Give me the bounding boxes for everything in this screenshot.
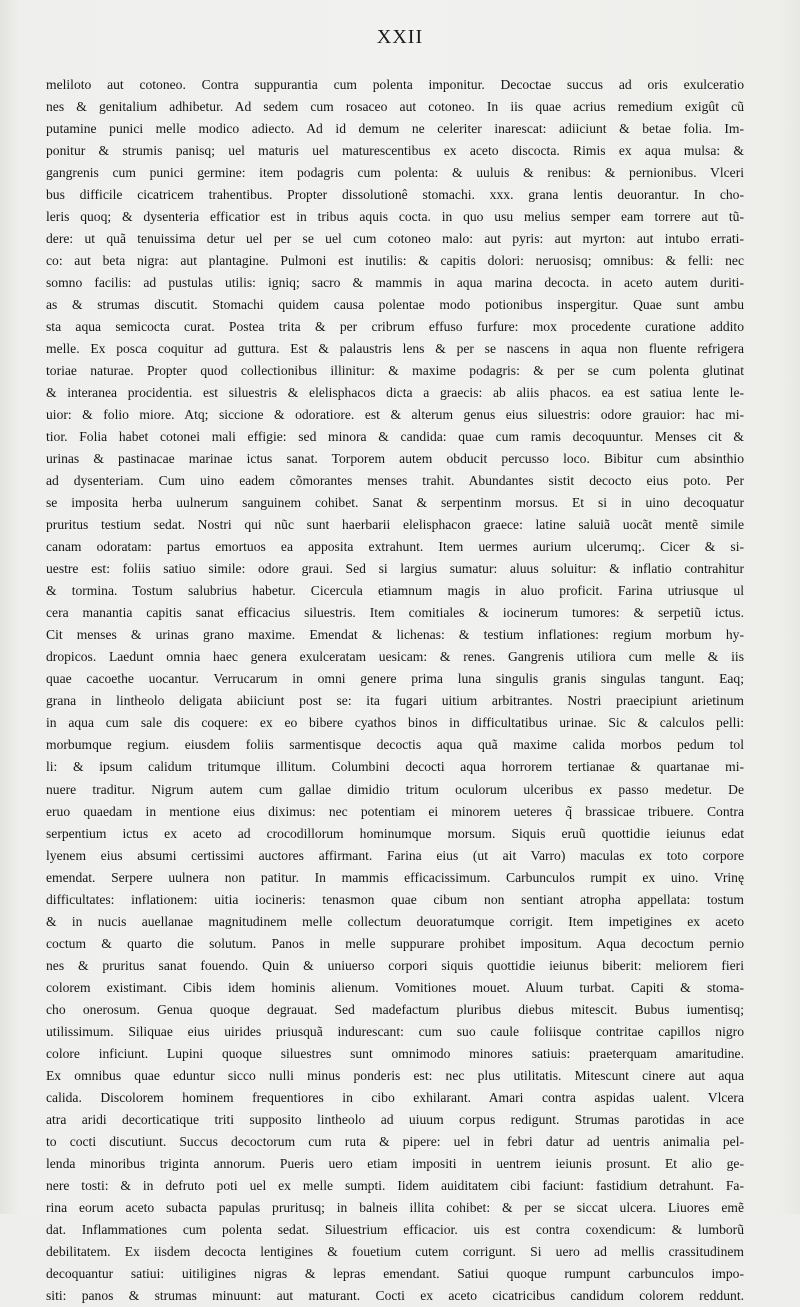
text-line: dere: ut quã tenuissima detur uel per se uel cum cotoneo malo: aut pyris: aut myrton: aut intubo errati- bbox=[46, 231, 744, 247]
text-line: quae cacoethe uocantur. Verrucarum in omni genere prima luna singulis granis singulas tangunt. Eaq; bbox=[46, 671, 744, 687]
text-line: colore inficiunt. Lupini quoque siluestres sunt omnimodo minores satiuis: praeterquam amaritudine. bbox=[46, 1045, 744, 1061]
text-line: meliloto aut cotoneo. Contra suppurantia cum polenta imponitur. Decoctae succus ad oris exulceratio bbox=[46, 77, 744, 92]
text-line: atra aridi decorticatique triti supposito lintheolo ad uiuum corpus redigunt. Strumas parotidas in ace bbox=[46, 1111, 744, 1127]
text-line: & in nucis auellanae magnitudinem melle collectum deuoratumque corrigit. Item impetigines ex aceto bbox=[46, 913, 744, 929]
text-line: coctum & quarto die solutum. Panos in melle suppurare prohibet impositum. Aqua decoctum pernio bbox=[46, 935, 744, 951]
text-line: Cit menses & urinas grano maxime. Emendat & lichenas: & testium inflationes: regium morbum hy- bbox=[46, 627, 744, 643]
text-line: in aqua cum sale dis coquere: ex eo bibere cyathos binos in difficultatibus urinae. Sic & calculos pelli: bbox=[46, 715, 744, 731]
body-text bbox=[46, 74, 744, 1307]
text-line: cho onerosum. Genua quoque degrauat. Sed madefactum pluribus diebus mitescit. Bubus iumentisq; bbox=[46, 1001, 744, 1017]
text-line: calida. Discolorem hominem frequentiores in cibo exhilarant. Amari contra aspidas ualent. Vlcera bbox=[46, 1089, 744, 1105]
text-line: tior. Folia habet cotonei mali effigie: sed minora & candida: quae cum ramis decoquuntur. Menses cit & bbox=[46, 429, 744, 445]
text-line: siti: panos & strumas minuunt: aut maturant. Cocti ex aceto cicatricibus candidum colorem reddunt. bbox=[46, 1287, 744, 1303]
text-line: sta aqua semicocta curat. Postea trita & per cribrum effuso furfure: mox procedente curatione addito bbox=[46, 319, 744, 335]
text-line: as & strumas discutit. Stomachi quidem causa polentae modo potionibus inspergitur. Quae sunt ambu bbox=[46, 297, 744, 313]
text-line: cera manantia capitis sanat efficacius siluestris. Item comitiales & iocinerum tumores: & serpetiũ ictus. bbox=[46, 605, 744, 621]
text-line: decoquantur satiui: uitiligines nigras & lepras emendant. Satiui quoque rumpunt carbunculos impo- bbox=[46, 1265, 744, 1281]
text-line: uior: & folio miore. Atq; siccione & odoratiore. est & alterum genus eius siluestris: odore grauior: hac mi- bbox=[46, 407, 744, 423]
text-line: & interanea procidentia. est siluestris & elelisphacos dicta a graecis: ab aliis phacos. ea est satiua lente le- bbox=[46, 385, 744, 401]
text-line: & tormina. Tostum salubrius habetur. Cicercula etiamnum magis in aluo proficit. Farina utriusque ul bbox=[46, 583, 744, 599]
text-line: ponitur & strumis panisq; uel maturis uel maturescentibus ex aceto discocta. Rimis ex aqua mulsa: & bbox=[46, 143, 744, 159]
text-line: serpentium ictus ex aceto ad crocodillorum hominumque morsum. Siquis eruũ quottidie ieiunus edat bbox=[46, 825, 744, 841]
text-line: nes & genitalium adhibetur. Ad sedem cum rosaceo aut cotoneo. In iis quae acrius remedium exigût cũ bbox=[46, 99, 744, 115]
text-line: leris quoq; & dysenteria efficatior est in tribus aquis cocta. in quo usu melius semper eam torrere aut tũ- bbox=[46, 209, 744, 225]
text-line: urinas & pastinacae marinae ictus sanat. Torporem autem obducit percusso loco. Bibitur cum absinthio bbox=[46, 451, 744, 467]
text-line: to cocti discutiunt. Succus decoctorum cum ruta & pipere: uel in febri datur ad uentris animalia pel- bbox=[46, 1133, 744, 1149]
text-line: nuere traditur. Nigrum autem cum gallae dimidio tritum oculorum ulceribus ex passo medetur. De bbox=[46, 781, 744, 797]
text-line: dat. Inflammationes cum polenta sedat. Siluestrium efficacior. uis est contra coxendicum: & lumborũ bbox=[46, 1221, 744, 1237]
text-line: grana in lintheolo deligata abiiciunt post se: ita fugari uitium arbitrantes. Nostri praecipiunt arietinum bbox=[46, 693, 744, 709]
text-line: difficultates: inflationem: uitia iocineris: tenasmon quae cibum non sentiant atropha appellata: tostum bbox=[46, 891, 744, 907]
text-line: bus difficile cicatricem trahentibus. Propter dissolutionê stomachi. xxx. grana lentis deuorantur. In cho- bbox=[46, 187, 744, 203]
text-line: co: aut beta nigra: aut plantagine. Pulmoni est inutilis: & capitis dolori: neruosisq; omnibus: & felli: nec bbox=[46, 253, 744, 269]
text-line: colorem existimant. Cibis idem hominis alienum. Vomitiones mouet. Aluum turbat. Capiti & stoma- bbox=[46, 979, 744, 995]
text-line: gangrenis cum punici germine: item podagris cum polenta: & uuluis & renibus: & pernionibus. Vlceri bbox=[46, 165, 744, 181]
text-line: pruritus testium sedat. Nostri qui nũc sunt haerbarii elelisphacon graece: latine saluiã uocãt mentẽ simile bbox=[46, 517, 744, 533]
text-line: Ex omnibus quae eduntur sicco nulli minus ponderis est: nec plus utilitatis. Mitescunt cinere aut aqua bbox=[46, 1067, 744, 1083]
text-line: li: & ipsum calidum tritumque illitum. Columbini decocti aqua horrorem tertianae & quartanae mi- bbox=[46, 759, 744, 775]
text-line: rina eorum aceto subacta papulas pruritusq; in balneis illita cohibet: & per se siccat ulcera. Liuores emẽ bbox=[46, 1199, 744, 1215]
text-line: debilitatem. Ex iisdem decocta lentigines & fouetium cutem corrigunt. Si uero ad mellis crassitudinem bbox=[46, 1243, 744, 1259]
text-line: lyenem eius absumi certissimi auctores affirmant. Farina eius (ut ait Varro) maculas ex toto corpore bbox=[46, 847, 744, 863]
text-line: uestre est: foliis satiuo simile: odore graui. Sed si largius sumatur: aluus soluitur: & inflatio contrahitur bbox=[46, 561, 744, 577]
text-line: ad dysenteriam. Cum uino eadem cõmorantes menses trahit. Abundantes sistit decocto eius poto. Per bbox=[46, 473, 744, 489]
text-line: nere tosti: & in defruto poti uel ex melle sumpti. Iidem auiditatem cibi faciunt: fastidium detrahunt. Fa- bbox=[46, 1177, 744, 1193]
text-line: canam odoratam: partus emortuos ea apposita extrahunt. Item uermes aurium ulcerumq;. Cicer & si- bbox=[46, 539, 744, 555]
text-line: emendat. Serpere uulnera non patitur. In mammis efficacissimum. Carbunculos rumpit ex uino. Vrinę bbox=[46, 869, 744, 885]
text-line: putamine punici melle modico adiecto. Ad id demum ne celeriter inarescat: adiiciunt & betae folia. Im- bbox=[46, 121, 744, 137]
text-line: toriae naturae. Propter quod collectionibus illinitur: & maxime podagris: & per se cum polenta glutinat bbox=[46, 363, 744, 379]
text-line: morbumque regium. eiusdem foliis sarmentisque decoctis aqua quã maxime calida morbos pedum tol bbox=[46, 737, 744, 753]
text-line: nes & pruritus sanat fouendo. Quin & uniuerso corpori siquis quottidie ieiunus biberit: meliorem fieri bbox=[46, 957, 744, 973]
text-line: somno facilis: ad pustulas utilis: igniq; sacro & mammis in aqua marina decocta. in aceto autem duriti- bbox=[46, 275, 744, 291]
text-line: utilissimum. Siliquae eius uirides priusquã indurescant: cum suo caule foliisque contritae capillos nigro bbox=[46, 1023, 744, 1039]
text-line: se imposita herba uulnerum sanguinem cohibet. Sanat & serpentinm morsus. Et si in uino decoquatur bbox=[46, 495, 744, 511]
folio-number: XXII bbox=[376, 26, 424, 48]
text-line: eruo quaedam in mentione eius diximus: nec potentiam ei minorem ueteres q̃ brassicae tribuere. Contra bbox=[46, 803, 744, 819]
text-line: dropicos. Laedunt omnia haec genera exulceratam uesicam: & renes. Gangrenis utiliora cum melle & iis bbox=[46, 649, 744, 665]
text-line: lenda minoribus triginta annorum. Pueris uero etiam impositi in uentrem ieiunis prosunt. Et alio ge- bbox=[46, 1155, 744, 1171]
text-line: melle. Ex posca coquitur ad guttura. Est & palaustris lens & per se nascens in aqua non fluente refrigera bbox=[46, 341, 744, 357]
